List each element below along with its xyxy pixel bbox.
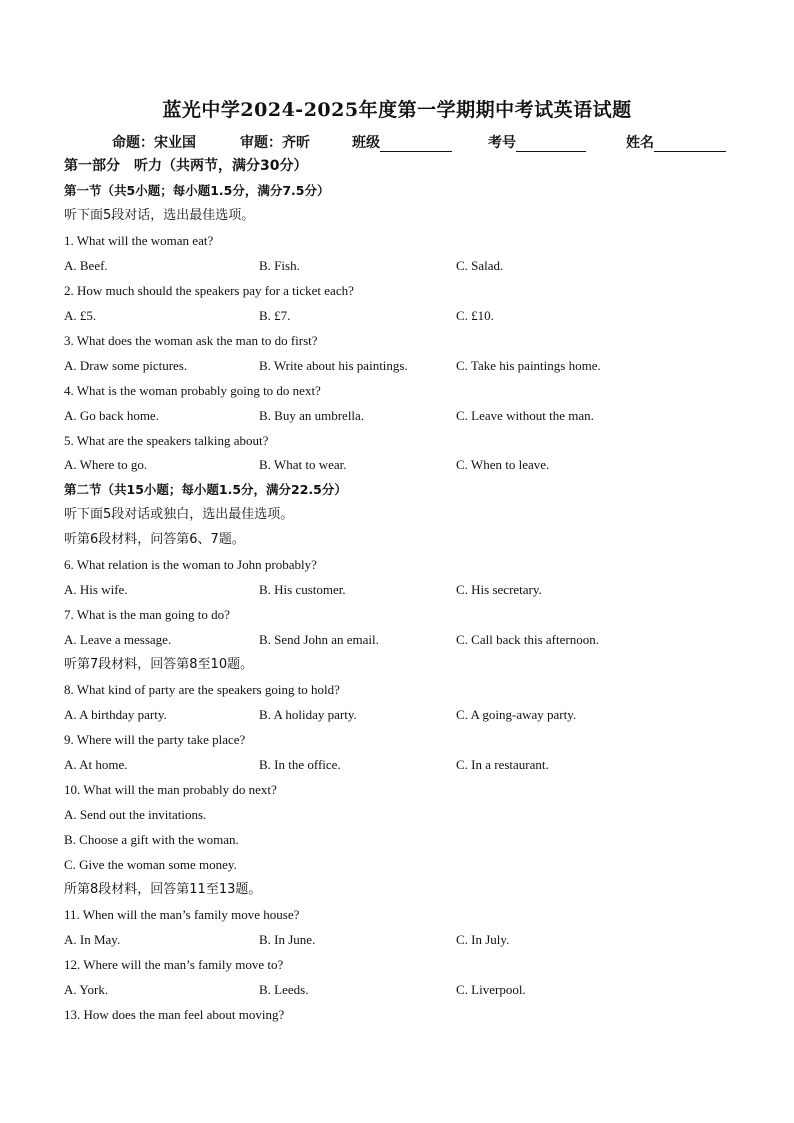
question-10: 10. What will the man probably do next? (64, 782, 277, 797)
option-c: C. Liverpool. (456, 982, 526, 997)
option-a: A. His wife. (64, 582, 128, 597)
reviewer-label: 审题：齐昕 (240, 135, 310, 151)
option-c: C. In July. (456, 932, 510, 947)
name-label: 姓名 (626, 135, 654, 151)
option-a: A. At home. (64, 757, 128, 772)
option-a: A. Go back home. (64, 408, 159, 423)
material8-instruction: 所第8段材料，回答第11至13题。 (64, 882, 262, 897)
option-c: C. His secretary. (456, 582, 542, 597)
options-4 (64, 407, 744, 425)
option-a: A. York. (64, 982, 109, 997)
question-3: 3. What does the woman ask the man to do first? (64, 333, 318, 348)
section2-heading: 第二节（共15小题；每小题1.5分，满分22.5分） (64, 482, 347, 497)
question-4: 4. What is the woman probably going to do next? (64, 383, 321, 398)
option-b: B. A holiday party. (259, 707, 357, 722)
question-9: 9. Where will the party take place? (64, 732, 246, 747)
question-13: 13. How does the man feel about moving? (64, 1007, 285, 1022)
options-3 (64, 357, 744, 375)
material7-instruction: 听第7段材料，回答第8至10题。 (64, 657, 254, 672)
option-a: A. Where to go. (64, 457, 148, 472)
option-a: A. £5. (64, 308, 97, 323)
option-a: A. Leave a message. (64, 632, 172, 647)
option-c: C. A going-away party. (456, 707, 577, 722)
question-6: 6. What relation is the woman to John probably? (64, 557, 317, 572)
options-6 (64, 581, 744, 599)
name-field (626, 132, 726, 152)
option-b: B. Buy an umbrella. (259, 408, 365, 423)
options-11 (64, 931, 744, 949)
question-12: 12. Where will the man’s family move to? (64, 957, 284, 972)
option-b: B. What to wear. (259, 457, 347, 472)
number-field (488, 132, 626, 152)
name-blank[interactable] (654, 137, 726, 152)
option-b: B. Fish. (259, 258, 300, 273)
option-c: C. Leave without the man. (456, 408, 594, 423)
author-label: 命题：宋业国 (112, 135, 196, 151)
material6-instruction: 听第6段材料，问答第6、7题。 (64, 532, 245, 547)
question-11: 11. When will the man’s family move house? (64, 907, 300, 922)
options-2 (64, 307, 744, 325)
options-1 (64, 257, 744, 275)
options-12 (64, 981, 744, 999)
class-field (352, 132, 488, 152)
options-9 (64, 756, 744, 774)
question-8: 8. What kind of party are the speakers going to hold? (64, 682, 340, 697)
part1-heading: 第一部分 听力（共两节，满分30分） (64, 158, 308, 174)
question-5: 5. What are the speakers talking about? (64, 433, 269, 448)
number-blank[interactable] (516, 137, 586, 152)
option-c: C. Give the woman some money. (64, 857, 237, 872)
question-7: 7. What is the man going to do? (64, 607, 230, 622)
option-a: A. A birthday party. (64, 707, 167, 722)
question-2: 2. How much should the speakers pay for a ticket each? (64, 283, 354, 298)
option-a: A. Send out the invitations. (64, 807, 207, 822)
option-b: B. In June. (259, 932, 316, 947)
section1-heading: 第一节（共5小题；每小题1.5分，满分7.5分） (64, 183, 330, 198)
option-b: B. Choose a gift with the woman. (64, 832, 239, 847)
option-a: A. In May. (64, 932, 121, 947)
option-b: B. His customer. (259, 582, 346, 597)
class-label: 班级 (352, 135, 380, 151)
section2-instruction: 听下面5段对话或独白，选出最佳选项。 (64, 507, 294, 522)
option-c: C. In a restaurant. (456, 757, 549, 772)
class-blank[interactable] (380, 137, 452, 152)
option-b: B. Leeds. (259, 982, 309, 997)
option-c: C. £10. (456, 308, 494, 323)
number-label: 考号 (488, 135, 516, 151)
option-b: B. In the office. (259, 757, 341, 772)
options-5 (64, 456, 744, 474)
exam-meta (112, 132, 752, 152)
options-8 (64, 706, 744, 724)
question-1: 1. What will the woman eat? (64, 233, 214, 248)
options-7 (64, 631, 744, 649)
option-c: C. When to leave. (456, 457, 550, 472)
option-b: B. £7. (259, 308, 291, 323)
option-b: B. Write about his paintings. (259, 358, 408, 373)
option-c: C. Take his paintings home. (456, 358, 601, 373)
option-b: B. Send John an email. (259, 632, 379, 647)
exam-title: 蓝光中学2024-2025年度第一学期期中考试英语试题 (162, 99, 632, 121)
option-a: A. Draw some pictures. (64, 358, 188, 373)
option-a: A. Beef. (64, 258, 108, 273)
section1-instruction: 听下面5段对话，选出最佳选项。 (64, 208, 255, 223)
option-c: C. Call back this afternoon. (456, 632, 599, 647)
option-c: C. Salad. (456, 258, 504, 273)
